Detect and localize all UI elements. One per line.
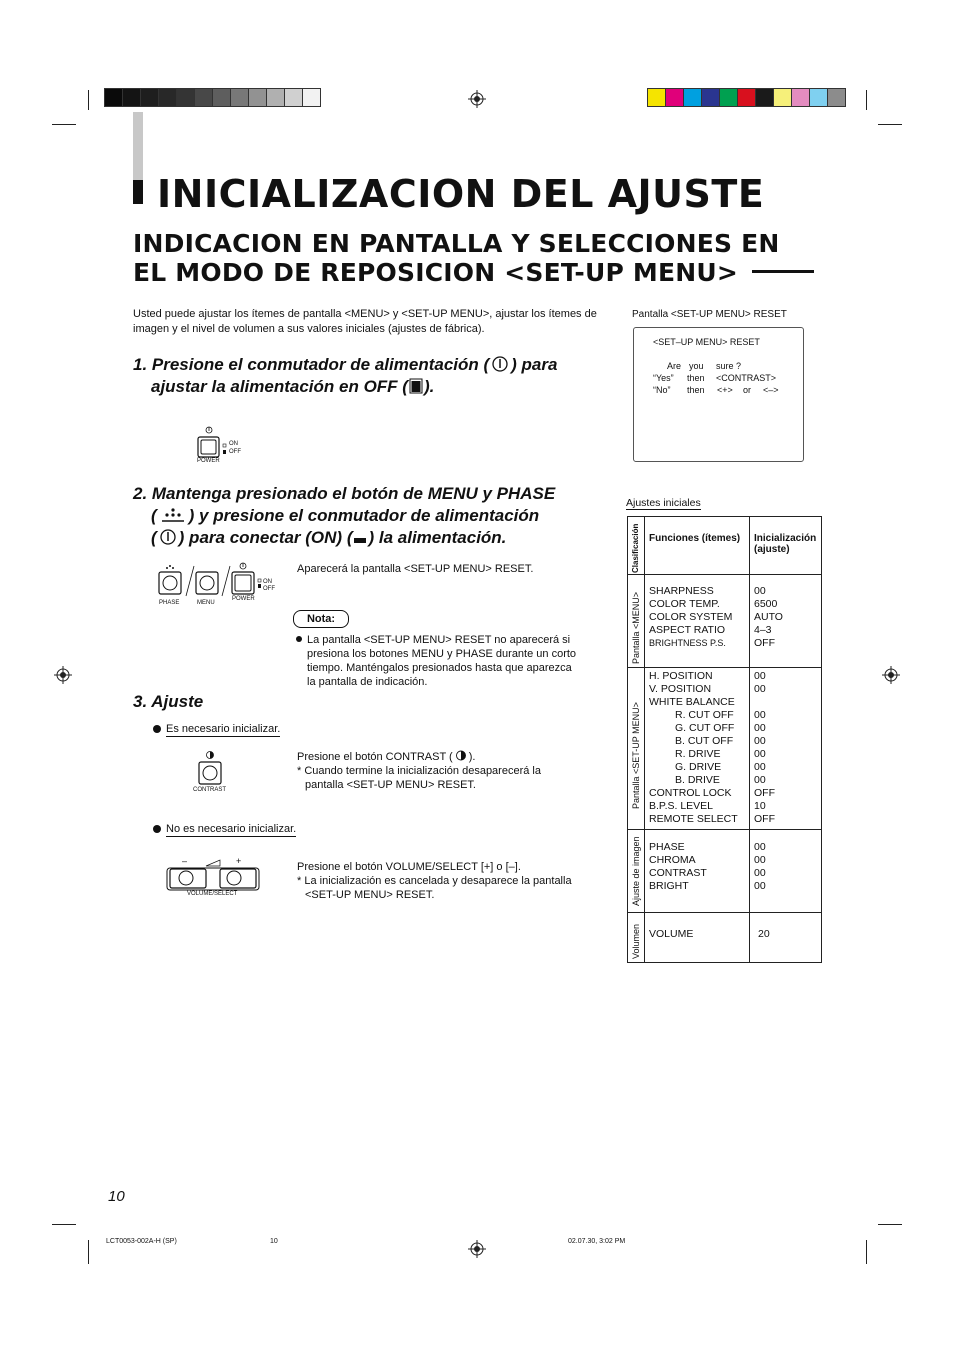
color-swatch [123, 89, 141, 106]
function-item: B. CUT OFF [675, 735, 734, 747]
screen-text: <–> [763, 385, 779, 395]
category-cell: Volumen [628, 913, 645, 963]
intro-paragraph: Usted puede ajustar los ítemes de pantalla <MENU> y <SET-UP MENU>, ajustar los ítemes de imagen y el nivel de volumen a sus valores iniciales (ajustes de fábrica). [133, 308, 597, 335]
function-item: BRIGHT [649, 880, 689, 892]
color-swatch [828, 89, 845, 106]
color-swatch [648, 89, 666, 106]
step2-line1: 2. Mantenga presionado el botón de MENU y PHASE [133, 484, 556, 503]
contrast-symbol-icon [455, 750, 467, 761]
table-header-class: Clasificación [628, 517, 645, 575]
value-item: 00 [754, 585, 766, 597]
function-item: R. CUT OFF [675, 709, 734, 721]
color-swatch [756, 89, 774, 106]
value-item: OFF [754, 813, 775, 825]
nota-line: La pantalla <SET-UP MENU> RESET no aparecerá si [307, 634, 571, 646]
color-swatch [177, 89, 195, 106]
nota-line: tiempo. Manténgalos presionados hasta que aparezca [307, 662, 572, 674]
function-item: G. DRIVE [675, 761, 722, 773]
contrast-button-icon [196, 750, 226, 786]
color-swatch [105, 89, 123, 106]
category-cell: Pantalla <SET-UP MENU> [628, 668, 645, 830]
crop-mark [52, 1224, 76, 1225]
value-item: 00 [754, 867, 766, 879]
color-swatch [249, 89, 267, 106]
category-cell: Ajuste de imagen [628, 830, 645, 913]
color-swatch [720, 89, 738, 106]
step2-line2: ) y presione el conmutador de alimentación [188, 506, 540, 525]
value-item: 6500 [754, 598, 778, 610]
value-list [750, 668, 822, 830]
case1-text3: pantalla <SET-UP MENU> RESET. [305, 779, 476, 791]
function-item: COLOR SYSTEM [649, 611, 733, 623]
crop-mark [878, 1224, 902, 1225]
nota-text [307, 633, 607, 689]
crop-mark [88, 90, 89, 110]
function-item: G. CUT OFF [675, 722, 735, 734]
value-item [754, 696, 817, 709]
screen-text: <+> [717, 385, 733, 395]
color-swatch [231, 89, 249, 106]
nota-line: la pantalla de indicación. [307, 676, 428, 688]
crop-mark [52, 124, 76, 125]
function-list [645, 913, 750, 963]
power-symbol-icon [159, 529, 177, 545]
page-number: 10 [108, 1188, 125, 1205]
volume-select-label: VOLUME/SELECT [187, 891, 238, 897]
function-item: VOLUME [649, 928, 694, 940]
function-item: CONTRAST [649, 867, 707, 879]
value-item: AUTO [754, 611, 783, 623]
function-item: ASPECT RATIO [649, 624, 726, 636]
function-item: WHITE BALANCE [649, 696, 735, 708]
footer-date: 02.07.30, 3:02 PM [568, 1238, 626, 1245]
value-item: 00 [754, 761, 766, 773]
screen-text: you [689, 361, 704, 371]
bullet-icon [153, 825, 161, 833]
case1-text1b: ). [468, 751, 476, 763]
menu-button-label: MENU [197, 600, 215, 606]
function-item: REMOTE SELECT [649, 813, 738, 825]
on-symbol-icon [353, 529, 367, 545]
function-list [645, 575, 750, 668]
step2-line3b: ) para conectar (ON) ( [178, 528, 353, 547]
crop-mark [866, 1240, 867, 1264]
crop-mark [878, 124, 902, 125]
color-swatch [267, 89, 285, 106]
off-symbol-icon [409, 378, 423, 394]
crop-mark [88, 1240, 89, 1264]
value-list [750, 913, 822, 963]
case2-text1: Presione el botón VOLUME/SELECT [+] o [–]. [297, 861, 521, 873]
value-item: 00 [754, 841, 766, 853]
value-item: 00 [754, 854, 766, 866]
color-swatch [303, 89, 320, 106]
screen-text: <CONTRAST> [716, 373, 777, 383]
value-item: OFF [754, 637, 775, 649]
value-item: 20 [758, 928, 770, 940]
footer-code: LCT0053-002A-H (SP) [106, 1238, 177, 1245]
value-item: 00 [754, 748, 766, 760]
grayscale-color-bar [104, 88, 321, 107]
screen-text: then [687, 373, 705, 383]
screen-text: Are [667, 361, 682, 371]
value-list [750, 575, 822, 668]
color-swatch [213, 89, 231, 106]
power-symbol-icon [491, 356, 509, 372]
volume-select-buttons-icon [166, 858, 262, 894]
function-item: CONTROL LOCK [649, 787, 732, 799]
registration-mark-icon [882, 666, 900, 684]
case1-text2: * Cuando termine la inicialización desaparecerá la [297, 765, 541, 777]
value-item: 00 [754, 722, 766, 734]
value-item: 00 [754, 670, 766, 682]
nota-line: presiona los botones MENU y PHASE durante un corto [307, 648, 577, 660]
function-item: V. POSITION [649, 683, 712, 695]
on-label: ON [229, 441, 238, 447]
color-swatch [702, 89, 720, 106]
function-list [645, 668, 750, 830]
screen-text: then [687, 385, 705, 395]
screen-text: “Yes” [653, 373, 674, 383]
table-header-init: Inicialización (ajuste) [750, 517, 822, 575]
color-swatch [738, 89, 756, 106]
power-button-label: POWER [232, 596, 255, 602]
color-swatch [159, 89, 177, 106]
step1-line2b: ). [423, 377, 435, 396]
function-item: PHASE [649, 841, 685, 853]
initial-settings-table [627, 516, 822, 963]
crop-mark [866, 90, 867, 110]
value-item: OFF [754, 787, 775, 799]
screen-caption: Pantalla <SET-UP MENU> RESET [632, 309, 787, 320]
case1-instructions [297, 750, 597, 792]
case2-instructions [297, 860, 607, 902]
color-swatch [195, 89, 213, 106]
value-item: 4–3 [754, 624, 772, 636]
screen-text: or [743, 385, 752, 395]
case1-label: Es necesario inicializar. [166, 723, 281, 735]
value-item: 00 [754, 880, 766, 892]
step3-title: 3. Ajuste [133, 692, 204, 711]
color-swatch [810, 89, 828, 106]
function-item: R. DRIVE [675, 748, 721, 760]
power-label: POWER [197, 458, 220, 464]
nota-label: Nota: [293, 610, 349, 628]
off-label: OFF [263, 586, 275, 592]
bullet-icon [153, 725, 161, 733]
registration-mark-icon [468, 1240, 486, 1258]
nota-bullet-icon [296, 636, 302, 642]
color-swatch [774, 89, 792, 106]
step2-line3c: ) la alimentación. [368, 528, 507, 547]
step1-line1b: ) para [511, 355, 558, 374]
function-item: CHROMA [649, 854, 696, 866]
section-heading [133, 229, 780, 287]
minus-label: – [182, 856, 188, 866]
value-item: 00 [754, 709, 766, 721]
step2-title: 2. Mantenga presionado el botón de MENU y PHASE ( ) y presione el conmutador de alimentación ( ) para conectar (ON) ( ) la alimentación. [133, 484, 556, 547]
function-list [645, 830, 750, 913]
phase-symbol-icon [160, 507, 186, 523]
value-item: 00 [754, 774, 766, 786]
color-swatch [141, 89, 159, 106]
footer-page: 10 [270, 1238, 278, 1245]
page-title: INICIALIZACION DEL AJUSTE [157, 172, 765, 216]
function-item: BRIGHTNESS P.S. [649, 638, 726, 648]
section-heading-line2: EL MODO DE REPOSICION <SET-UP MENU> [133, 258, 739, 287]
function-item: B.P.S. LEVEL [649, 800, 714, 812]
step1-title [133, 354, 557, 398]
title-marker [133, 180, 143, 204]
case2-text2: * La inicialización es cancelada y desaparece la pantalla [297, 875, 572, 887]
phase-button-label: PHASE [159, 600, 180, 606]
case2-label: No es necesario inicializar. [166, 823, 297, 835]
setup-reset-screen [633, 327, 804, 462]
category-cell: Pantalla <MENU> [628, 575, 645, 668]
registration-mark-icon [468, 90, 486, 108]
color-swatch [684, 89, 702, 106]
screen-header: <SET–UP MENU> RESET [653, 337, 760, 347]
process-color-bar [647, 88, 846, 107]
value-item: 10 [754, 800, 766, 812]
color-swatch [792, 89, 810, 106]
case2-text3: <SET-UP MENU> RESET. [305, 889, 435, 901]
contrast-button-label: CONTRAST [193, 787, 226, 793]
step1-line2a: ajustar la alimentación en OFF ( [151, 377, 408, 396]
value-item: 00 [754, 735, 766, 747]
function-item: COLOR TEMP. [649, 598, 720, 610]
step2-result-text: Aparecerá la pantalla <SET-UP MENU> RESET. [297, 563, 534, 575]
screen-text: sure ? [716, 361, 742, 371]
color-swatch [666, 89, 684, 106]
value-list [750, 830, 822, 913]
table-caption: Ajustes iniciales [626, 497, 701, 509]
off-label: OFF [229, 449, 241, 455]
plus-label: + [236, 856, 242, 866]
registration-mark-icon [54, 666, 72, 684]
section-heading-line1: INDICACION EN PANTALLA Y SELECCIONES EN [133, 229, 780, 258]
value-item: 00 [754, 683, 766, 695]
function-item: H. POSITION [649, 670, 713, 682]
function-item: B. DRIVE [675, 774, 720, 786]
case1-text1a: Presione el botón CONTRAST ( [297, 751, 453, 763]
function-item: SHARPNESS [649, 585, 714, 597]
step1-line1a: 1. Presione el conmutador de alimentación ( [133, 355, 490, 374]
color-swatch [285, 89, 303, 106]
heading-rule [752, 270, 814, 273]
screen-text: “No” [653, 385, 671, 395]
on-label: ON [263, 579, 272, 585]
table-header-func: Funciones (ítemes) [645, 517, 750, 575]
